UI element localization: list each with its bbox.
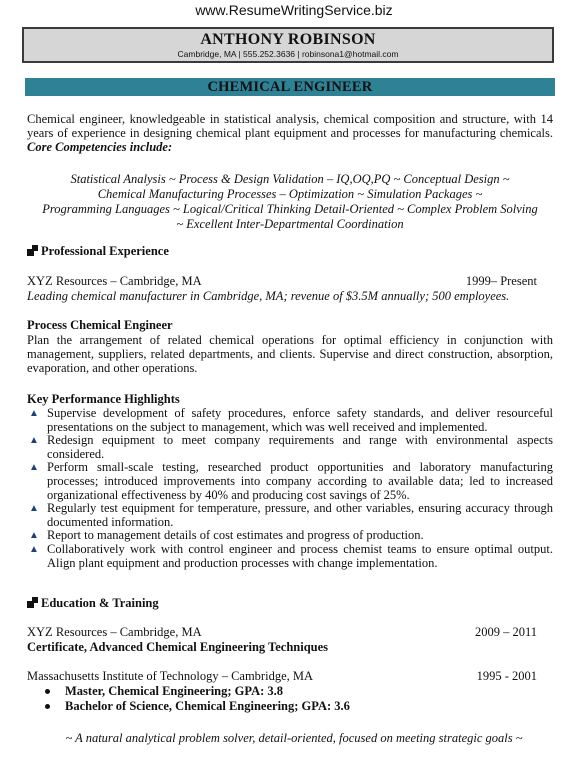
highlight-text: Redesign equipment to meet company requirements and range with environmental aspects considered. (47, 433, 553, 461)
competency-line: Statistical Analysis ~ Process & Design Validation – IQ,OQ,PQ ~ Conceptual Design ~ (70, 172, 510, 186)
section-heading-education (27, 596, 159, 611)
list-item (27, 529, 553, 543)
school-name: Massachusetts Institute of Technology – Cambridge, MA (27, 669, 314, 683)
education-row (27, 625, 537, 640)
section-heading-text: Professional Experience (41, 244, 169, 258)
title-bar (25, 78, 555, 96)
section-heading-experience (27, 244, 169, 259)
degree-text: Bachelor of Science, Chemical Engineering; GPA: 3.6 (65, 699, 350, 713)
employment-dates: 1999– Present (465, 274, 537, 288)
credential: Certificate, Advanced Chemical Engineering Techniques (27, 640, 329, 654)
employer-description: Leading chemical manufacturer in Cambridge, MA; revenue of $3.5M annually; 500 employees. (27, 289, 510, 303)
list-item (45, 699, 350, 714)
section-squares-icon (27, 245, 39, 256)
list-item (27, 543, 553, 570)
position-title: Process Chemical Engineer (27, 318, 173, 332)
summary-text: Chemical engineer, knowledgeable in statistical analysis, chemical composition and structure, with 14 years of experience in designing chemical plant equipment and processes for manufacturing chemicals. (27, 112, 553, 140)
competency-line: Chemical Manufacturing Processes – Optimization ~ Simulation Packages ~ (97, 187, 483, 201)
section-heading-text: Education & Training (41, 596, 159, 610)
resume-header (22, 27, 554, 63)
arrow-bullet-icon: ▲ (29, 543, 39, 555)
candidate-name: ANTHONY ROBINSON (200, 31, 376, 48)
list-item (27, 502, 553, 529)
highlight-text: Supervise development of safety procedures, enforce safety standards, and deliver resourceful presentations on the subject to management, which was well received and implemented. (47, 406, 553, 434)
degrees-list (45, 684, 350, 714)
employer-row (27, 274, 537, 289)
bullet-dot-icon (45, 689, 50, 694)
position-description: Plan the arrangement of related chemical operations for optimal efficiency in conjunction with management, suppliers, related departments, and clients. Supervise and direct construction, absorption, evaporation, and other operations. (27, 333, 553, 375)
site-url: www.ResumeWritingService.biz (195, 2, 393, 18)
arrow-bullet-icon: ▲ (29, 435, 39, 447)
highlights-list (27, 407, 553, 570)
kph-heading: Key Performance Highlights (27, 392, 180, 406)
education-dates: 1995 - 2001 (476, 669, 537, 683)
education-dates: 2009 – 2011 (474, 625, 537, 639)
highlight-text: Perform small-scale testing, researched product opportunities and laboratory manufacturing processes; introduced improvements into company according to available data; led to increased organizational effectiveness by 40% and producing cost savings of 25%. (47, 460, 553, 502)
highlight-text: Collaboratively work with control engineer and process chemist teams to ensure optimal output. Align plant equipment and production processes with change implementation. (47, 541, 553, 570)
job-title-heading: CHEMICAL ENGINEER (207, 79, 373, 95)
arrow-bullet-icon: ▲ (29, 462, 39, 474)
school-name: XYZ Resources – Cambridge, MA (27, 625, 202, 639)
competency-line: Programming Languages ~ Logical/Critical Thinking Detail-Oriented ~ Complex Problem Solving (42, 202, 538, 216)
list-item (27, 407, 553, 434)
arrow-bullet-icon: ▲ (29, 503, 39, 515)
employer-name: XYZ Resources – Cambridge, MA (27, 274, 202, 288)
summary-paragraph (27, 112, 553, 154)
core-competencies-label: Core Competencies include: (27, 140, 173, 154)
arrow-bullet-icon: ▲ (29, 408, 39, 419)
list-item (45, 684, 350, 699)
closing-tagline: ~ A natural analytical problem solver, detail-oriented, focused on meeting strategic goals ~ (65, 731, 523, 745)
list-item (27, 434, 553, 461)
section-squares-icon (27, 597, 39, 608)
contact-info: Cambridge, MA | 555.252.3636 | robinsona1@hotmail.com (177, 49, 399, 59)
competency-line: ~ Excellent Inter-Departmental Coordination (176, 217, 404, 231)
arrow-bullet-icon: ▲ (29, 530, 39, 542)
competencies-list (27, 172, 553, 232)
degree-text: Master, Chemical Engineering; GPA: 3.8 (65, 684, 284, 698)
bullet-dot-icon (45, 704, 50, 709)
list-item (27, 461, 553, 502)
highlight-text: Report to management details of cost estimates and progress of production. (47, 528, 424, 543)
education-row (27, 669, 537, 684)
highlight-text: Regularly test equipment for temperature, pressure, and other variables, ensuring accuracy through documented information. (47, 501, 553, 529)
